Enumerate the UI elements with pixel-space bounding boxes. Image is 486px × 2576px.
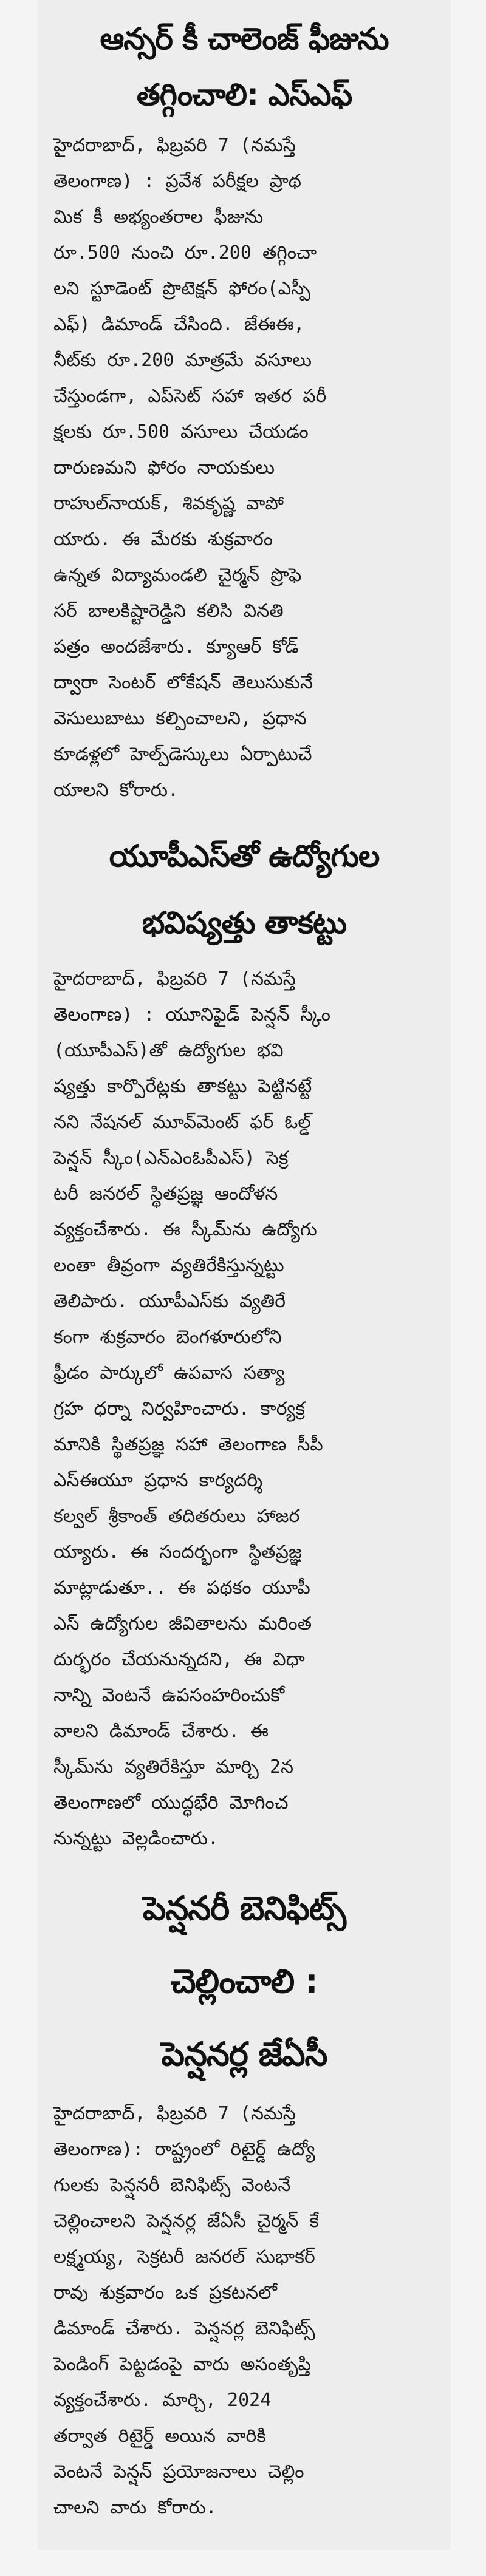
body-line: య్యారు. ఈ సందర్భంగా స్థితప్రజ్ఞ [53, 1541, 302, 1563]
body-line: (యూపీఎస్)తో ఉద్యోగుల భవి [53, 1040, 284, 1061]
body-line: పెండింగ్ పెట్టడంపై వారు అసంతృప్తి [53, 2354, 311, 2375]
article-headline [53, 11, 435, 123]
body-line: నున్నట్టు వెల్లడించారు. [53, 1828, 219, 1849]
body-line: కంగా శుక్రవారం బెంగళూరులోని [53, 1327, 282, 1348]
headline-line-1: ఆన్సర్ కీ చాలెంజ్ ఫీజును [100, 21, 389, 56]
body-line: పత్రం అందజేశారు. క్యూఆర్ కోడ్ [53, 636, 299, 658]
body-line: గులకు పెన్షనరీ బెనిఫిట్స్ వెంటనే [53, 2175, 291, 2196]
body-line: వెసులుబాటు కల్పించాలని, ప్రధాన [53, 708, 307, 729]
body-line: చేస్తుండగా, ఎప్‌సెట్ సహా ఇతర పరీ [53, 386, 327, 407]
body-line: ఎస్ ఉద్యోగుల జీవితాలను మరింత [53, 1613, 312, 1634]
body-line: తర్వాత రిటైర్డ్ అయిన వారికి [53, 2425, 266, 2447]
article-pensioner-benefits [53, 1872, 435, 2526]
article-body [53, 961, 435, 1857]
body-line: హైదరాబాద్, ఫిబ్రవరి 7 (నమస్తే [53, 2103, 296, 2124]
article-ups-pension [53, 823, 435, 1857]
body-line: ఎఫ్) డిమాండ్ చేసింది. జేఈఈ, [53, 314, 305, 335]
body-line: తెలిపారు. యూపీఎస్‌కు వ్యతిరే [53, 1291, 286, 1312]
body-line: క్షలకు రూ.500 వసూలు చేయడం [53, 421, 309, 443]
body-line: తెలంగాణ) : యూనిఫైడ్ పెన్షన్ స్కీం [53, 1004, 330, 1025]
body-line: లంతా తీవ్రంగా వ్యతిరేకిస్తున్నట్టు [53, 1255, 284, 1276]
body-line: మాట్లాడుతూ.. ఈ పథకం యూపీ [53, 1577, 310, 1599]
body-line: రూ.500 నుంచి రూ.200 తగ్గించా [53, 242, 317, 263]
article-answer-key-fee [53, 11, 435, 808]
body-line: పెన్షన్ స్కీం(ఎన్ఎంఓపీఎస్) సెక్ర [53, 1147, 289, 1169]
body-line: వాలని డిమాండ్ చేశారు. ఈ [53, 1721, 269, 1742]
body-line: కూడళ్లలో హెల్ప్‌డెస్కులు ఏర్పాటుచే [53, 744, 312, 765]
body-line: టరీ జనరల్ స్థితప్రజ్ఞ ఆందోళన [53, 1183, 278, 1205]
body-line: ద్వారా సెంటర్ లోకేషన్ తెలుసుకునే [53, 672, 313, 693]
body-line: ఉన్నత విద్యామండలి చైర్మన్ ప్రొఫె [53, 565, 302, 586]
article-headline [53, 823, 435, 956]
body-line: హైదరాబాద్, ఫిబ్రవరి 7 (నమస్తే [53, 135, 296, 156]
body-line: నాన్ని వెంటనే ఉపసంహరించుకో [53, 1685, 285, 1706]
body-line: నీట్‌కు రూ.200 మాత్రమే వసూలు [53, 350, 312, 371]
headline-line-1: పెన్షనరీ బెనిఫిట్స్ [142, 1889, 346, 1928]
body-line: దుర్భరం చేయనున్నదని, ఈ విధా [53, 1649, 305, 1670]
body-line: కల్వల్ శ్రీకాంత్ తదితరులు హాజర [53, 1506, 300, 1527]
body-line: దారుణమని ఫోరం నాయకులు [53, 457, 275, 478]
body-line: సర్ బాలకిష్టారెడ్డిని కలిసి వినతి [53, 600, 284, 622]
body-line: రాహుల్‌నాయక్, శివకృష్ణ వాపో [53, 493, 284, 514]
headline-line-2: భవిష్యత్తు తాకట్టు [142, 905, 346, 940]
body-line: తెలంగాణలో యుద్ధభేరి మోగించ [53, 1792, 289, 1813]
body-line: యారు. ఈ మేరకు శుక్రవారం [53, 529, 273, 550]
body-line: చెల్లించాలని పెన్షనర్ల జేఏసీ చైర్మన్ కే [53, 2211, 319, 2232]
headline-line-2: తగ్గించాలి: ఎస్ఎఫ్ [136, 77, 352, 112]
body-line: హైదరాబాద్, ఫిబ్రవరి 7 (నమస్తే [53, 968, 296, 990]
body-line: యాలని కోరారు. [53, 780, 179, 801]
headline-line-3: పెన్షనర్ల జేఏసీ [161, 2035, 327, 2073]
body-line: తెలంగాణ) : ప్రవేశ పరీక్షల ప్రాథ [53, 171, 301, 192]
body-line: మానికి స్థితప్రజ్ఞ సహా తెలంగాణ సీపీ [53, 1434, 323, 1455]
article-headline [53, 1872, 435, 2091]
article-body [53, 2096, 435, 2526]
body-line: ష్యత్తు కార్పొరేట్లకు తాకట్టు పెట్టినట్టే [53, 1076, 312, 1097]
body-line: రావు శుక్రవారం ఒక ప్రకటనలో [53, 2282, 277, 2303]
headline-line-1: యూపీఎస్‌తో ఉద్యోగుల [109, 838, 380, 874]
body-line: వెంటనే పెన్షన్ ప్రయోజనాలు చెల్లిం [53, 2461, 304, 2483]
body-line: వ్యక్తంచేశారు. ఈ స్కీమ్‌ను ఉద్యోగు [53, 1219, 317, 1240]
body-line: లక్ష్మయ్య, సెక్రటరీ జనరల్ సుభాకర్ [53, 2246, 315, 2268]
body-line: స్కీమ్‌ను వ్యతిరేకిస్తూ మార్చి 2న [53, 1756, 294, 1778]
body-line: గ్రహ ధర్నా నిర్వహించారు. కార్యక్ర [53, 1398, 305, 1419]
body-line: మిక కీ అభ్యంతరాల ఫీజును [53, 206, 264, 228]
body-line: నని నేషనల్ మూవ్‌మెంట్ ఫర్ ఓల్డ్ [53, 1112, 311, 1133]
article-body [53, 127, 435, 808]
body-line: తెలంగాణ): రాష్ట్రంలో రిటైర్డ్ ఉద్యో [53, 2139, 315, 2160]
news-column [38, 0, 451, 2550]
body-line: ఫ్రీడం పార్కులో ఉపవాస సత్యా [53, 1362, 285, 1384]
body-line: లని స్టూడెంట్ ప్రొటెక్షన్ ఫోరం(ఎస్పీ [53, 278, 311, 299]
body-line: ఎస్ఈయూ ప్రధాన కార్యదర్శి [53, 1470, 263, 1491]
body-line: వ్యక్తంచేశారు. మార్చి, 2024 [53, 2390, 272, 2411]
headline-line-2: చెల్లించాలి : [171, 1962, 318, 2000]
body-line: చాలని వారు కోరారు. [53, 2497, 217, 2518]
body-line: డిమాండ్ చేశారు. పెన్షనర్ల బెనిఫిట్స్ [53, 2318, 315, 2339]
